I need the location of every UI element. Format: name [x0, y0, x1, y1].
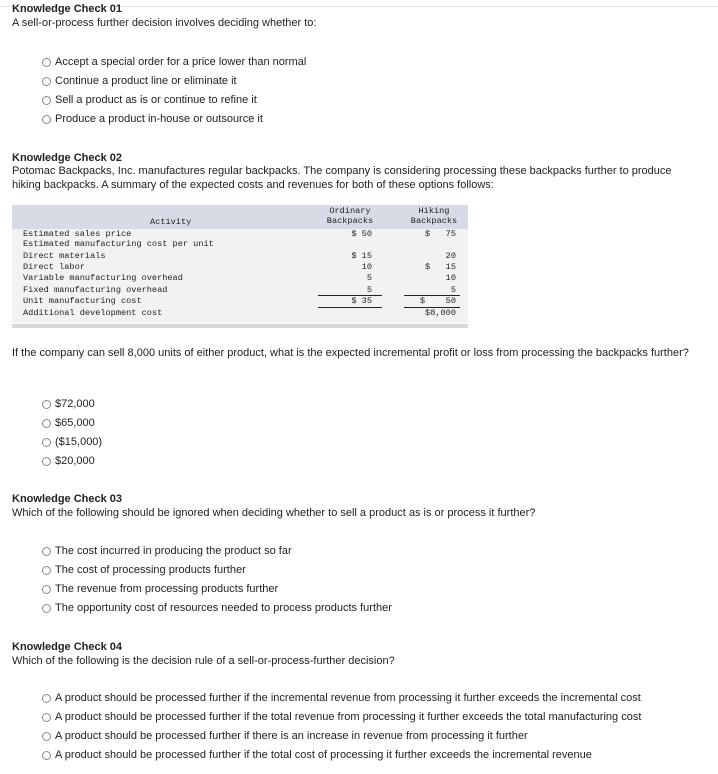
kc4-title: Knowledge Check 04	[12, 641, 123, 653]
option-label: Sell a product as is or continue to refine it	[55, 94, 257, 106]
kc2-option-2[interactable]	[42, 417, 95, 430]
option-label: $72,000	[55, 398, 95, 410]
option-label: A product should be processed further if the total cost of processing it further exceeds the incremental revenue	[55, 749, 592, 761]
hiking-header-line1: Hiking	[418, 206, 450, 216]
option-label: Accept a special order for a price lower than normal	[55, 56, 307, 68]
radio-button[interactable]	[42, 96, 51, 105]
row-label: Estimated manufacturing cost per unit	[23, 239, 214, 249]
kc4-question: Which of the following is the decision rule of a sell-or-process-further decision?	[12, 655, 395, 667]
radio-button[interactable]	[42, 604, 51, 613]
kc2-option-3[interactable]	[42, 436, 102, 449]
radio-button[interactable]	[42, 438, 51, 447]
activity-header: Activity	[150, 217, 192, 227]
row-ordinary-value: 5	[366, 285, 372, 295]
option-label: Produce a product in-house or outsource it	[55, 113, 263, 125]
option-label: The revenue from processing products further	[55, 583, 279, 595]
row-hiking-value: 10	[445, 273, 456, 283]
hiking-header-line2: Backpacks	[410, 216, 458, 226]
kc1-title: Knowledge Check 01	[12, 3, 123, 15]
row-label: Direct materials	[23, 251, 106, 261]
kc4-option-1[interactable]	[42, 692, 641, 705]
kc1-option-3[interactable]	[42, 94, 257, 107]
radio-button[interactable]	[42, 732, 51, 741]
option-label: ($15,000)	[55, 436, 103, 448]
radio-button[interactable]	[42, 400, 51, 409]
option-label: A product should be processed further if the total revenue from processing it further exceeds the total manufacturing cost	[55, 711, 642, 723]
radio-button[interactable]	[42, 115, 51, 124]
radio-button[interactable]	[42, 713, 51, 722]
radio-button[interactable]	[42, 566, 51, 575]
ordinary-header-line1: Ordinary	[329, 206, 371, 216]
kc2-option-1[interactable]	[42, 398, 95, 411]
row-ordinary-value: $ 35	[351, 296, 372, 306]
kc4-option-3[interactable]	[42, 730, 528, 743]
kc2-question: If the company can sell 8,000 units of either product, what is the expected incremental profit or loss from processing the backpacks further?	[12, 347, 689, 359]
radio-button[interactable]	[42, 419, 51, 428]
row-ordinary-value: $ 50	[351, 229, 372, 239]
kc3-option-1[interactable]	[42, 545, 292, 558]
radio-button[interactable]	[42, 77, 51, 86]
row-label: Variable manufacturing overhead	[23, 273, 183, 283]
table-header	[12, 205, 468, 229]
option-label: The cost of processing products further	[55, 564, 246, 576]
row-hiking-value: $8,000	[425, 308, 456, 318]
radio-button[interactable]	[42, 751, 51, 760]
total-rule-ordinary	[318, 307, 382, 308]
kc2-intro: Potomac Backpacks, Inc. manufactures regular backpacks. The company is considering processing these backpacks further to produce hiking backpacks. A summary of the expected costs and revenues for both of these options follows:	[12, 165, 672, 191]
row-ordinary-value: 10	[361, 262, 372, 272]
ordinary-header-line2: Backpacks	[326, 216, 374, 226]
option-label: The cost incurred in producing the product so far	[55, 545, 292, 557]
row-label: Estimated sales price	[23, 229, 132, 239]
option-label: Continue a product line or eliminate it	[55, 75, 237, 87]
row-hiking-value: $ 50	[419, 296, 456, 306]
kc2-title: Knowledge Check 02	[12, 152, 123, 164]
radio-button[interactable]	[42, 58, 51, 67]
row-hiking-value: $ 15	[425, 262, 456, 272]
option-label: $65,000	[55, 417, 95, 429]
radio-button[interactable]	[42, 547, 51, 556]
kc3-option-4[interactable]	[42, 602, 392, 615]
table-scrollbar[interactable]	[12, 324, 468, 328]
option-label: A product should be processed further if the incremental revenue from processing it further exceeds the incremental cost	[55, 692, 641, 704]
row-label: Direct labor	[23, 262, 85, 272]
row-label: Unit manufacturing cost	[23, 296, 142, 306]
kc4-option-2[interactable]	[42, 711, 641, 724]
row-hiking-value: $ 75	[425, 229, 456, 239]
kc3-option-2[interactable]	[42, 564, 246, 577]
row-ordinary-value: 5	[366, 273, 372, 283]
row-hiking-value: 20	[445, 251, 456, 261]
kc1-option-4[interactable]	[42, 113, 263, 126]
kc2-option-4[interactable]	[42, 455, 95, 468]
radio-button[interactable]	[42, 694, 51, 703]
kc3-title: Knowledge Check 03	[12, 493, 123, 505]
row-ordinary-value: $ 15	[351, 251, 372, 261]
row-label: Fixed manufacturing overhead	[23, 285, 168, 295]
kc1-question: A sell-or-process further decision involves deciding whether to:	[12, 17, 317, 29]
option-label: A product should be processed further if there is an increase in revenue from processing it further	[55, 730, 528, 742]
radio-button[interactable]	[42, 457, 51, 466]
kc1-option-1[interactable]	[42, 56, 306, 69]
row-label: Additional development cost	[23, 308, 163, 318]
radio-button[interactable]	[42, 585, 51, 594]
kc4-option-4[interactable]	[42, 749, 592, 762]
kc3-question: Which of the following should be ignored when deciding whether to sell a product as is or process it further?	[12, 507, 536, 519]
kc3-option-3[interactable]	[42, 583, 278, 596]
cost-table	[12, 205, 468, 328]
kc1-option-2[interactable]	[42, 75, 237, 88]
row-hiking-value: 5	[450, 285, 456, 295]
option-label: $20,000	[55, 455, 95, 467]
option-label: The opportunity cost of resources needed to process products further	[55, 602, 392, 614]
